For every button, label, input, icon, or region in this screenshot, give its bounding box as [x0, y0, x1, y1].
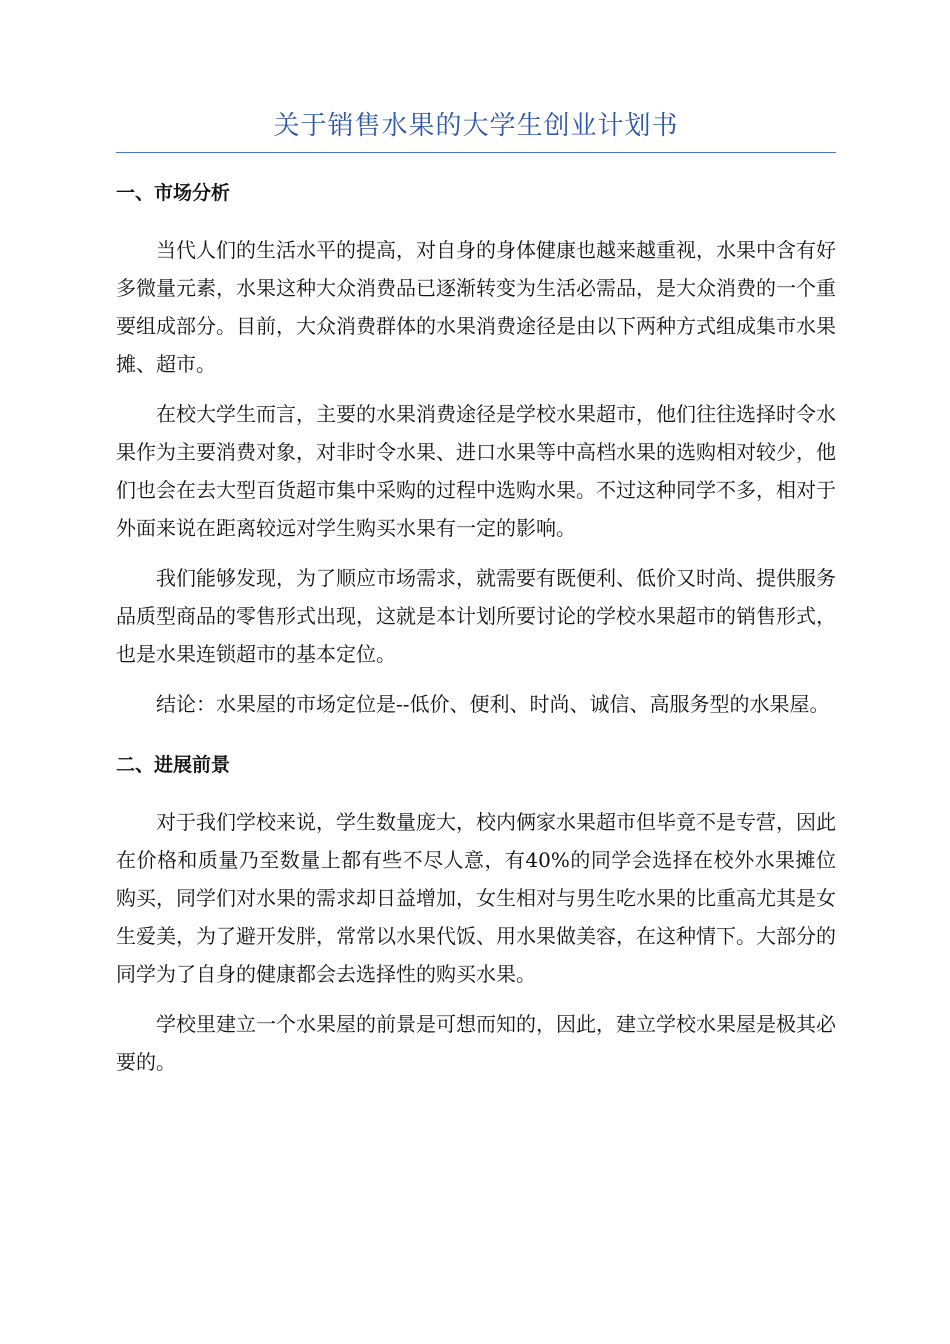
document-title: 关于销售水果的大学生创业计划书 [116, 108, 836, 153]
paragraph: 我们能够发现，为了顺应市场需求，就需要有既便利、低价又时尚、提供服务品质型商品的零售形式出现，这就是本计划所要讨论的学校水果超市的销售形式，也是水果连锁超市的基本定位。 [116, 566, 836, 666]
paragraph: 学校里建立一个水果屋的前景是可想而知的，因此，建立学校水果屋是极其必要的。 [116, 1012, 836, 1074]
section-heading-development-prospects: 二、进展前景 [116, 754, 231, 776]
paragraph: 结论：水果屋的市场定位是--低价、便利、时尚、诚信、高服务型的水果屋。 [156, 692, 830, 716]
document-page [116, 108, 836, 1081]
paragraph: 对于我们学校来说，学生数量庞大，校内俩家水果超市但毕竟不是专营，因此在价格和质量乃至数量上都有些不尽人意，有40%的同学会选择在校外水果摊位购买，同学们对水果的需求却日益增加，女生相对与男生吃水果的比重高尤其是女生爱美，为了避开发胖，常常以水果代饭、用水果做美容，在这种情下。大部分的同学为了自身的健康都会去选择性的购买水果。 [116, 810, 836, 986]
paragraph: 在校大学生而言，主要的水果消费途径是学校水果超市，他们往往选择时令水果作为主要消费对象，对非时令水果、进口水果等中高档水果的选购相对较少，他们也会在去大型百货超市集中采购的过程中选购水果。不过这种同学不多，相对于外面来说在距离较远对学生购买水果有一定的影响。 [116, 402, 836, 540]
paragraph: 当代人们的生活水平的提高，对自身的身体健康也越来越重视，水果中含有好多微量元素，水果这种大众消费品已逐渐转变为生活必需品，是大众消费的一个重要组成部分。目前，大众消费群体的水果消费途径是由以下两种方式组成集市水果摊、超市。 [116, 238, 836, 376]
section-heading-market-analysis: 一、市场分析 [116, 182, 231, 204]
